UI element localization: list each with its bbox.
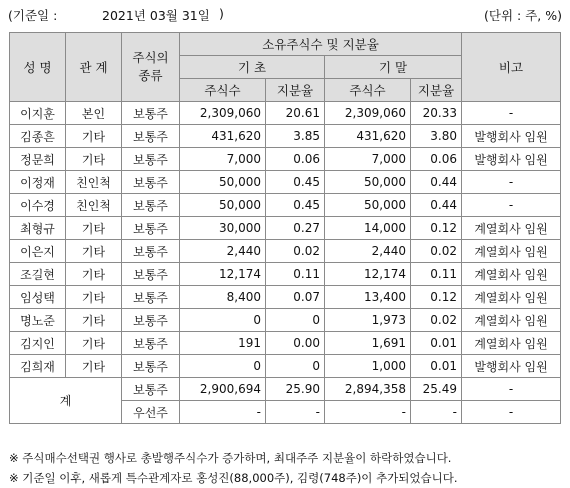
cell-type: 우선주 [122,401,180,424]
cell-type: 보통주 [122,355,180,378]
cell-end-ratio: 0.44 [411,194,462,217]
cell-name: 이은지 [10,240,66,263]
cell-end-ratio: 0.01 [411,332,462,355]
cell-remarks: 계열회사 임원 [462,240,561,263]
cell-begin-shares: 0 [180,309,266,332]
cell-remarks: - [462,401,561,424]
footnote: ※ 주식매수선택권 행사로 총발행주식수가 증가하며, 최대주주 지분율이 하락하였습니다. [9,451,452,465]
cell-type: 보통주 [122,171,180,194]
cell-remarks: 발행회사 임원 [462,125,561,148]
col-stock-type-line1: 주식의 [132,50,169,65]
cell-remarks: - [462,378,561,401]
cell-name: 조길현 [10,263,66,286]
cell-type: 보통주 [122,102,180,125]
cell-end-ratio: 0.12 [411,217,462,240]
cell-name: 이지훈 [10,102,66,125]
cell-begin-ratio: 0.02 [266,240,325,263]
cell-name: 김희재 [10,355,66,378]
cell-relation: 기타 [66,355,122,378]
cell-begin-shares: 2,309,060 [180,102,266,125]
cell-begin-shares: 7,000 [180,148,266,171]
cell-end-ratio: 25.49 [411,378,462,401]
cell-remarks: 계열회사 임원 [462,263,561,286]
cell-begin-ratio: 0.00 [266,332,325,355]
cell-relation: 기타 [66,286,122,309]
cell-end-shares: 2,309,060 [325,102,411,125]
cell-begin-shares: 2,440 [180,240,266,263]
cell-relation: 기타 [66,309,122,332]
cell-begin-ratio: 0.45 [266,171,325,194]
cell-begin-shares: 50,000 [180,171,266,194]
cell-name: 이수경 [10,194,66,217]
cell-relation: 본인 [66,102,122,125]
table-row [10,286,561,309]
cell-begin-ratio: 0.45 [266,194,325,217]
cell-remarks: - [462,194,561,217]
base-date-label: (기준일 : [8,8,58,23]
cell-relation: 친인척 [66,194,122,217]
cell-relation: 기타 [66,240,122,263]
cell-begin-ratio: 0 [266,309,325,332]
cell-end-ratio: 0.01 [411,355,462,378]
table-row [10,309,561,332]
cell-end-shares: 2,894,358 [325,378,411,401]
cell-begin-ratio: - [266,401,325,424]
cell-end-shares: 2,440 [325,240,411,263]
cell-begin-ratio: 3.85 [266,125,325,148]
cell-name: 김지인 [10,332,66,355]
col-name: 성 명 [10,33,66,102]
cell-begin-ratio: 0.07 [266,286,325,309]
footnote: ※ 기준일 이후, 새롭게 특수관계자로 홍성진(88,000주), 김령(748주)이 추가되었습니다. [9,471,458,485]
cell-relation: 친인척 [66,171,122,194]
cell-remarks: - [462,171,561,194]
table-row [10,240,561,263]
cell-remarks: 계열회사 임원 [462,332,561,355]
table-row [10,332,561,355]
cell-remarks: 계열회사 임원 [462,309,561,332]
cell-begin-shares: 30,000 [180,217,266,240]
cell-begin-shares: 50,000 [180,194,266,217]
cell-relation: 기타 [66,217,122,240]
cell-begin-ratio: 20.61 [266,102,325,125]
cell-begin-shares: 2,900,694 [180,378,266,401]
total-label: 계 [10,378,122,424]
cell-begin-shares: 0 [180,355,266,378]
cell-end-shares: 12,174 [325,263,411,286]
cell-name: 이정재 [10,171,66,194]
col-begin-ratio: 지분율 [266,79,325,102]
table-row [10,194,561,217]
total-row [10,378,561,401]
cell-end-ratio: 0.44 [411,171,462,194]
cell-type: 보통주 [122,332,180,355]
col-remarks: 비고 [462,33,561,102]
cell-type: 보통주 [122,378,180,401]
base-date-value: 2021년 03월 31일 [102,8,210,23]
cell-remarks: 계열회사 임원 [462,286,561,309]
col-end-shares: 주식수 [325,79,411,102]
cell-begin-ratio: 0.27 [266,217,325,240]
col-end: 기 말 [325,56,462,79]
cell-begin-ratio: 0.11 [266,263,325,286]
table-row [10,263,561,286]
table-row [10,355,561,378]
cell-begin-shares: - [180,401,266,424]
cell-begin-shares: 12,174 [180,263,266,286]
cell-end-shares: 50,000 [325,194,411,217]
cell-type: 보통주 [122,309,180,332]
cell-name: 최형규 [10,217,66,240]
footnotes [9,448,457,488]
cell-type: 보통주 [122,240,180,263]
cell-relation: 기타 [66,125,122,148]
cell-end-shares: 431,620 [325,125,411,148]
col-relation: 관 계 [66,33,122,102]
table-row [10,171,561,194]
col-stock-type [122,33,180,102]
cell-remarks: 발행회사 임원 [462,148,561,171]
col-begin: 기 초 [180,56,325,79]
cell-name: 명노준 [10,309,66,332]
cell-type: 보통주 [122,194,180,217]
col-stock-type-line2: 종류 [138,68,163,83]
cell-name: 임성택 [10,286,66,309]
cell-end-shares: 13,400 [325,286,411,309]
table-row [10,102,561,125]
cell-begin-shares: 431,620 [180,125,266,148]
shareholding-table [9,32,561,424]
unit-label: (단위 : 주, %) [484,8,562,23]
cell-end-shares: 14,000 [325,217,411,240]
cell-end-ratio: 0.12 [411,286,462,309]
cell-end-shares: 1,973 [325,309,411,332]
cell-begin-ratio: 25.90 [266,378,325,401]
table-row [10,125,561,148]
cell-relation: 기타 [66,332,122,355]
cell-name: 김종흔 [10,125,66,148]
cell-begin-shares: 191 [180,332,266,355]
cell-end-ratio: 0.02 [411,309,462,332]
base-date-close: ) [219,6,224,21]
cell-end-ratio: 0.06 [411,148,462,171]
cell-end-ratio: 0.11 [411,263,462,286]
cell-end-ratio: 0.02 [411,240,462,263]
cell-end-ratio: 3.80 [411,125,462,148]
cell-begin-ratio: 0 [266,355,325,378]
cell-type: 보통주 [122,286,180,309]
cell-relation: 기타 [66,263,122,286]
cell-type: 보통주 [122,263,180,286]
cell-type: 보통주 [122,217,180,240]
cell-end-shares: 1,691 [325,332,411,355]
cell-type: 보통주 [122,148,180,171]
cell-type: 보통주 [122,125,180,148]
cell-end-shares: 50,000 [325,171,411,194]
col-group-holdings: 소유주식수 및 지분율 [180,33,462,56]
cell-end-ratio: 20.33 [411,102,462,125]
cell-end-shares: - [325,401,411,424]
cell-end-ratio: - [411,401,462,424]
cell-end-shares: 1,000 [325,355,411,378]
cell-remarks: 계열회사 임원 [462,217,561,240]
col-end-ratio: 지분율 [411,79,462,102]
cell-begin-shares: 8,400 [180,286,266,309]
cell-begin-ratio: 0.06 [266,148,325,171]
table-row [10,148,561,171]
col-begin-shares: 주식수 [180,79,266,102]
cell-end-shares: 7,000 [325,148,411,171]
table-row [10,217,561,240]
cell-name: 정문희 [10,148,66,171]
cell-remarks: 발행회사 임원 [462,355,561,378]
cell-remarks: - [462,102,561,125]
table-header-line [8,6,562,24]
cell-relation: 기타 [66,148,122,171]
